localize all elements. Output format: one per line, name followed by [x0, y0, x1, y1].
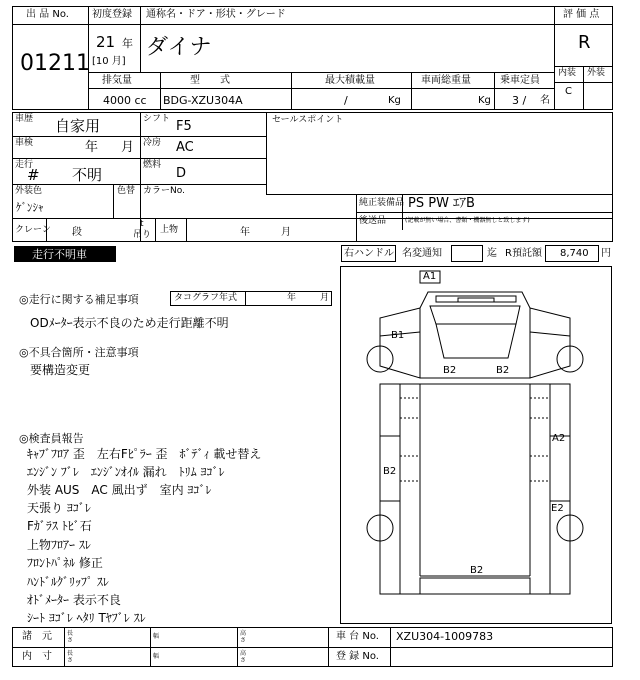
length-label: 長さ — [67, 630, 74, 644]
inspection-month: 月 — [121, 140, 135, 155]
aftermarket-note: (記載が無い場合、書類・機器無しと致します) — [405, 217, 530, 224]
interior-grade: C — [565, 86, 572, 97]
crane-top-year: 年 — [240, 227, 250, 238]
tacho-label: タコグラフ年式 — [174, 293, 238, 303]
color-change-label: 色替 — [117, 186, 136, 196]
fuel: D — [176, 166, 187, 181]
color-no-label: カラーNo. — [143, 186, 185, 196]
mileage-notes-label: ◎走行に関する補足事項 — [19, 293, 139, 306]
history-label: 車歴 — [15, 114, 34, 124]
dims-label: 諸 元 — [22, 631, 52, 642]
max-load-unit: Kg — [388, 95, 401, 106]
recycle-unit: 円 — [601, 248, 611, 259]
ac: AC — [176, 140, 194, 155]
height-label: 高さ — [240, 630, 247, 644]
equipment: PS PW ｴｱB — [408, 196, 475, 211]
inspector-line: 上物ﾌﾛｱｰ ｽﾚ — [27, 538, 91, 552]
width-label: 幅 — [153, 633, 160, 640]
shift: F5 — [176, 119, 192, 134]
exterior-label: 外装 — [587, 68, 606, 78]
displacement-label: 排気量 — [102, 75, 132, 86]
displacement: 4000 cc — [103, 94, 147, 107]
diagram-mark: E2 — [551, 503, 564, 514]
crane-stage: 段 — [72, 227, 82, 238]
inspector-label: ◎検査員報告 — [19, 432, 84, 445]
height-label: 高さ — [240, 650, 247, 664]
score-label: 評 価 点 — [563, 9, 600, 20]
gross-weight-label: 車両総重量 — [421, 75, 471, 86]
max-load-label: 最大積載量 — [325, 75, 375, 86]
inspector-line: ｷｬﾌﾞﾌﾛｱ 歪 左右Fﾋﾟﾗｰ 歪 ﾎﾞﾃﾞｨ 載せ替え — [27, 447, 262, 461]
defects-label: ◎不具合箇所・注意事項 — [19, 346, 139, 359]
diagram-mark: B2 — [496, 365, 510, 376]
length-label: 長さ — [67, 650, 74, 664]
inspector-line: Fｶﾞﾗｽ ﾄﾋﾞ石 — [27, 519, 92, 533]
gross-weight-unit: Kg — [478, 95, 491, 106]
equipment-label: 純正装備品 — [359, 198, 405, 208]
ac-label: 冷房 — [143, 138, 162, 148]
inspector-line: 天張り ﾖｺﾞﾚ — [27, 501, 91, 515]
width-label: 幅 — [153, 653, 160, 660]
interior-dims-label: 内 寸 — [22, 651, 52, 662]
model-label: 通称名・ドア・形状・グレード — [146, 9, 286, 20]
first-reg-month: [10 月] — [92, 56, 126, 67]
chassis-no: XZU304-1009783 — [396, 630, 494, 643]
inspector-line: ｼｰﾄ ﾖｺﾞﾚ ﾍﾀﾘ Tﾔﾌﾞﾚ ｽﾚ — [27, 611, 146, 625]
recycle-mark: 迄 — [487, 248, 497, 259]
defect: 要構造変更 — [30, 363, 91, 377]
capacity: 3 / — [512, 94, 527, 107]
crane-top-month: 月 — [281, 227, 291, 238]
max-load-sep: / — [344, 94, 348, 107]
first-reg-label: 初度登録 — [92, 9, 132, 20]
diagram-mark: B2 — [443, 365, 457, 376]
diagram-mark: B2 — [383, 466, 397, 477]
crane-label: クレーン — [15, 225, 51, 235]
name-change-box — [451, 245, 483, 262]
capacity-label: 乗車定員 — [500, 75, 540, 86]
mileage: 不明 — [72, 166, 103, 184]
model-code: BDG-XZU304A — [163, 94, 243, 107]
first-reg-year: 21 — [96, 33, 116, 51]
interior-label: 内装 — [558, 68, 577, 78]
lot-no: 01211 — [20, 51, 90, 76]
crane-hang: 吊り — [133, 230, 152, 240]
recycle-label: R預託額 — [505, 248, 542, 259]
sales-point-label: セールスポイント — [272, 115, 344, 125]
inspector-line: ｴﾝｼﾞﾝ ﾌﾞﾚ ｴﾝｼﾞﾝｵｲﾙ 漏れ ﾄﾘﾑ ﾖｺﾞﾚ — [27, 465, 225, 479]
model-name: ダイナ — [146, 35, 212, 60]
mileage-note: ODﾒｰﾀｰ表示不良のため走行距離不明 — [30, 316, 229, 330]
reg-label: 登 録 No. — [336, 651, 379, 662]
diagram-mark: B2 — [470, 565, 484, 576]
mileage-mark: # — [27, 166, 40, 184]
inspector-line: ｵﾄﾞﾒｰﾀｰ 表示不良 — [27, 593, 121, 607]
inspector-line: 外装 AUS AC 風出ず 室内 ﾖｺﾞﾚ — [27, 483, 212, 497]
diagram-mark: A1 — [423, 271, 437, 282]
model-code-label: 型 式 — [190, 75, 230, 86]
fuel-label: 燃料 — [143, 160, 162, 170]
score: R — [578, 32, 591, 53]
chassis-label: 車 台 No. — [336, 631, 379, 642]
name-change-label: 名変通知 — [402, 248, 442, 259]
inspector-line: ﾊﾝﾄﾞﾙｸﾞﾘｯﾌﾟ ｽﾚ — [27, 575, 109, 589]
mileage-unknown: 走行不明車 — [32, 248, 87, 261]
aftermarket-label: 後送品 — [359, 216, 387, 226]
rhd: 右ハンドル — [344, 248, 394, 259]
lot-no-label: 出 品 No. — [26, 9, 69, 20]
diagram-mark: A2 — [552, 433, 566, 444]
capacity-unit: 名 — [540, 95, 550, 106]
inspector-line: ﾌﾛﾝﾄﾊﾟﾈﾙ 修正 — [27, 556, 103, 570]
ext-color-label: 外装色 — [15, 186, 43, 196]
crane-ton: t — [140, 219, 144, 229]
first-reg-year-unit: 年 — [122, 37, 133, 50]
tacho-month: 月 — [320, 293, 330, 303]
shift-label: シフト — [143, 114, 171, 124]
history: 自家用 — [55, 117, 101, 135]
ext-color: ｹﾞﾝｼｬ — [16, 201, 44, 214]
crane-top-label: 上物 — [160, 225, 179, 235]
tacho-year: 年 — [287, 293, 297, 303]
inspection-year: 年 — [85, 140, 99, 155]
diagram-mark: B1 — [391, 330, 405, 341]
recycle-amount: 8,740 — [560, 248, 589, 259]
inspection-label: 車検 — [15, 138, 34, 148]
mileage-label: 走行 — [15, 160, 34, 170]
